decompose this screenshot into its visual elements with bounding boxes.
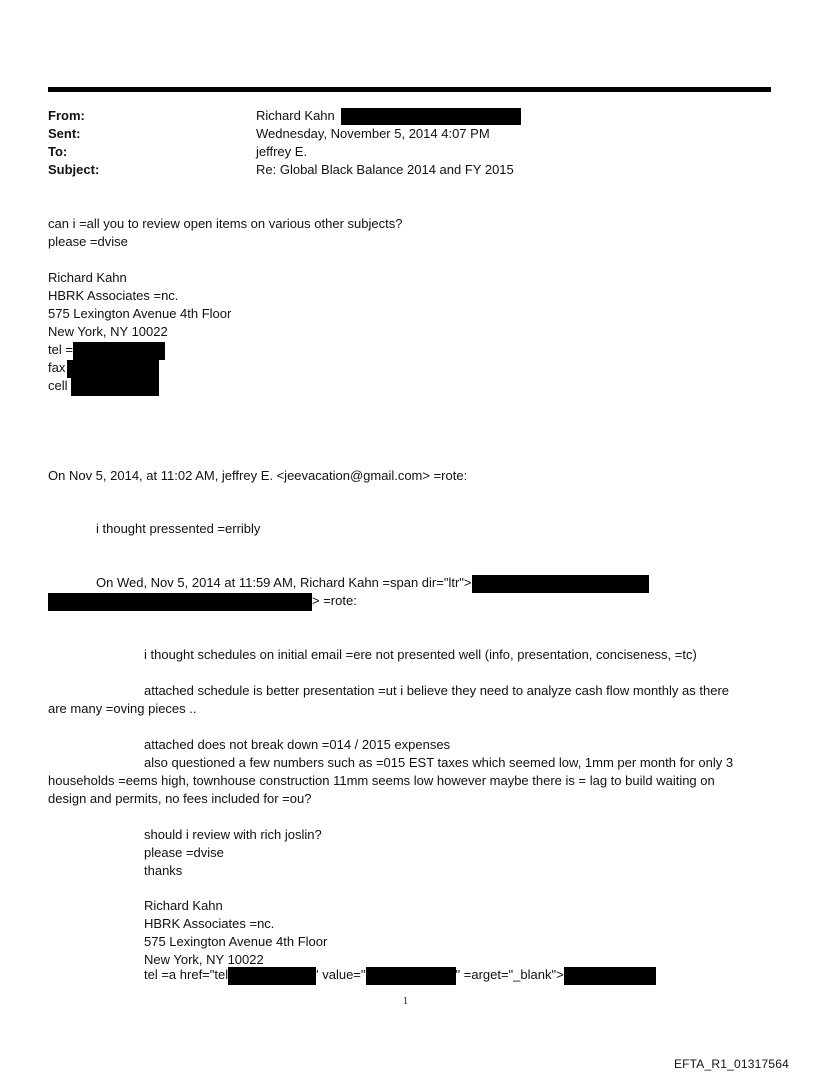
quote-header-text: On Wed, Nov 5, 2014 at 11:59 AM, Richard Kahn =span dir="ltr"> [96, 575, 472, 590]
redaction-block [73, 342, 165, 360]
quote-header-cont [48, 592, 357, 611]
signature-tel [48, 341, 165, 360]
body-line: thanks [144, 863, 183, 878]
body-line: should i review with rich joslin? [144, 827, 322, 842]
body-line: design and permits, no fees included for =ou? [48, 791, 312, 806]
signature-city: New York, NY 10022 [144, 952, 264, 967]
signature-address: 575 Lexington Avenue 4th Floor [48, 306, 232, 321]
header-rule [48, 87, 771, 92]
quote-header: On Nov 5, 2014, at 11:02 AM, jeffrey E. <jeevacation@gmail.com> =rote: [48, 468, 468, 483]
body-line: please =dvise [48, 234, 128, 249]
sent-value: Wednesday, November 5, 2014 4:07 PM [256, 126, 490, 141]
signature-company: HBRK Associates =nc. [144, 916, 275, 931]
from-label: From: [48, 108, 85, 123]
signature-tel-label: tel = [48, 342, 73, 357]
document-id: EFTA_R1_01317564 [673, 1057, 789, 1071]
body-line: please =dvise [144, 845, 224, 860]
body-line: also questioned a few numbers such as =015 EST taxes which seemed low, 1mm per month for only 3 [144, 755, 734, 770]
redaction-block [228, 967, 316, 985]
redaction-block [48, 593, 312, 611]
redaction-block [341, 108, 521, 125]
signature-tel-text: ' value=" [316, 967, 366, 982]
body-line: households =eems high, townhouse construction 11mm seems low however maybe there is = lag to build waiting on [48, 773, 715, 788]
signature-cell-label: cell [48, 378, 68, 393]
sent-label: Sent: [48, 126, 81, 141]
signature-company: HBRK Associates =nc. [48, 288, 179, 303]
body-line: attached does not break down =014 / 2015 expenses [144, 737, 451, 752]
redaction-block [71, 378, 159, 396]
redaction-block [366, 967, 456, 985]
body-line: attached schedule is better presentation =ut i believe they need to analyze cash flow monthly as there [144, 683, 729, 698]
quote-header [96, 574, 649, 593]
from-value [256, 107, 521, 125]
signature-city: New York, NY 10022 [48, 324, 168, 339]
signature-fax [48, 359, 159, 378]
page-number: 1 [403, 996, 408, 1007]
to-label: To: [48, 144, 68, 159]
signature-name: Richard Kahn [144, 898, 223, 913]
to-value: jeffrey E. [256, 144, 308, 159]
body-line: can i =all you to review open items on various other subjects? [48, 216, 403, 231]
redaction-block [67, 360, 159, 378]
from-name: Richard Kahn [256, 108, 335, 123]
quote-header-text: > =rote: [312, 593, 357, 608]
signature-tel-text: tel =a href="tel [144, 967, 229, 982]
subject-label: Subject: [48, 162, 100, 177]
quote-text: i thought pressented =erribly [96, 521, 261, 536]
subject-value: Re: Global Black Balance 2014 and FY 2015 [256, 162, 514, 177]
body-line: are many =oving pieces .. [48, 701, 197, 716]
signature-tel-line [144, 966, 656, 985]
body-line: i thought schedules on initial email =ere not presented well (info, presentation, conciseness, =tc) [144, 647, 697, 662]
redaction-block [564, 967, 656, 985]
signature-tel-text: " =arget="_blank"> [455, 967, 564, 982]
signature-address: 575 Lexington Avenue 4th Floor [144, 934, 328, 949]
signature-fax-label: fax [48, 360, 66, 375]
signature-name: Richard Kahn [48, 270, 127, 285]
signature-cell [48, 377, 159, 396]
redaction-block [472, 575, 649, 593]
